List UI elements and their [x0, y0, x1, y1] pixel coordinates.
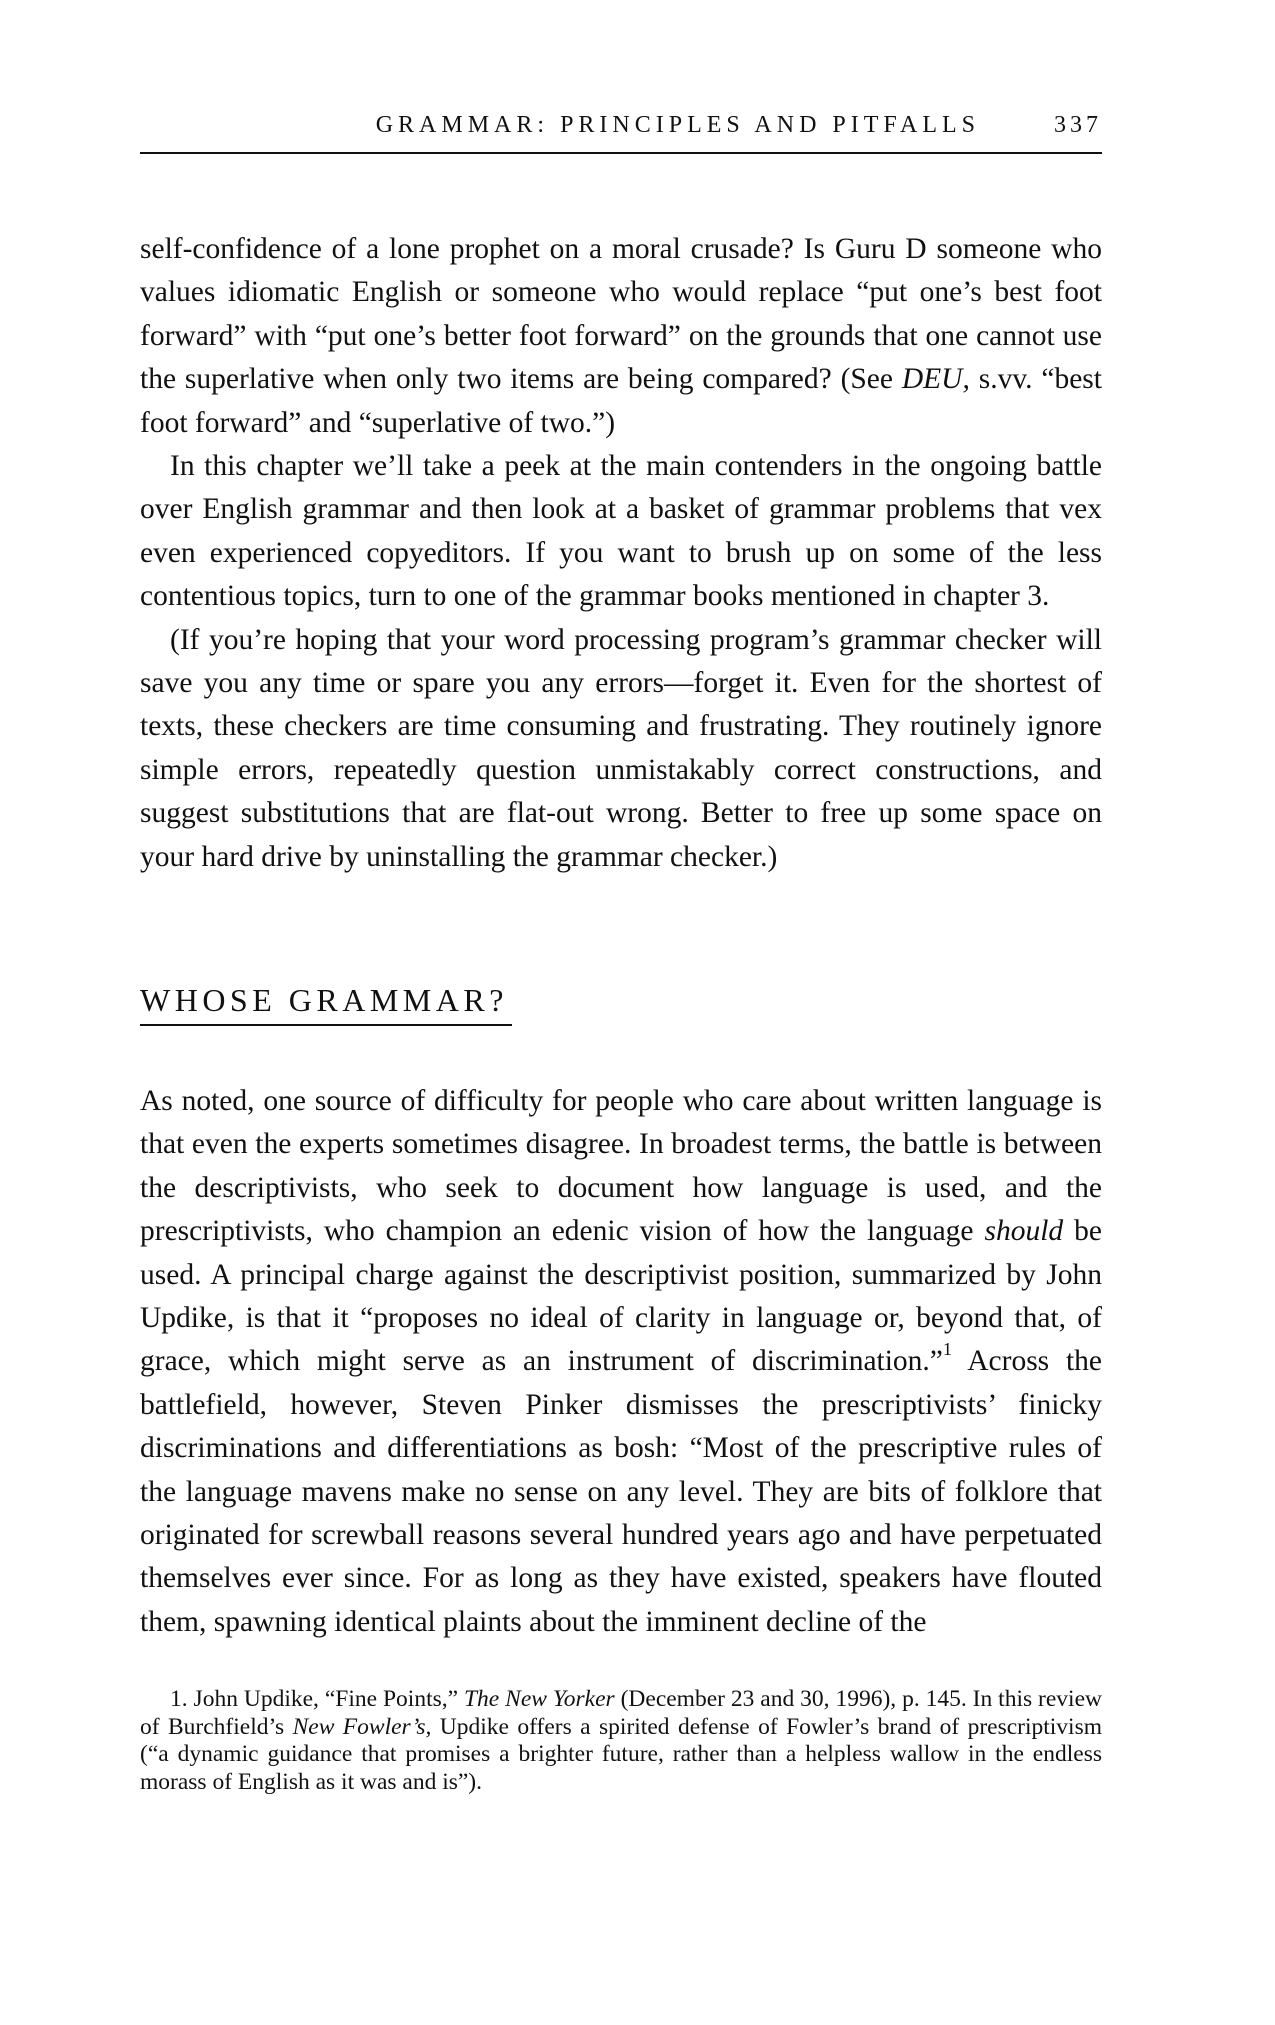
italic-text: The New Yorker	[463, 1686, 615, 1712]
paragraph	[140, 619, 1102, 879]
text-run: (If you’re hoping that your word processing program’s grammar checker will save you any time or spare you any errors—forget it. Even for the shortest of texts, these checkers are time consuming and frustrating. They routinely ignore simple errors, repeatedly question unmistakably correct constructions, and suggest substitutions that are flat-out wrong. Better to free up some space on your hard drive by uninstalling the grammar checker.)	[140, 623, 1102, 873]
italic-text: should	[984, 1215, 1064, 1248]
footnotes	[140, 1686, 1102, 1796]
page-number: 337	[1054, 112, 1102, 138]
text-run: 1. John Updike, “Fine Points,”	[170, 1686, 464, 1712]
body-text-top	[140, 228, 1102, 879]
paragraph	[140, 228, 1102, 445]
text-run: In this chapter we’ll take a peek at the main contenders in the ongoing battle over English grammar and then look at a basket of grammar problems that vex even experienced copyeditors. If you want to brush up on some of the less contentious topics, turn to one of the grammar books mentioned in chapter 3.	[140, 450, 1102, 613]
footnote	[140, 1686, 1102, 1796]
text-run: self-confidence of a lone prophet on a moral crusade? Is Guru D someone who values idiomatic English or someone who would replace “put one’s best foot forward” with “put one’s better foot forward” on the grounds that one cannot use the superlative when only two items are being compared? (See	[140, 233, 1102, 396]
text-run: (December 23 and 30, 1996), p. 145. In this review of Burchfield’s	[140, 1686, 1102, 1740]
italic-text: New Fowler’s,	[292, 1713, 432, 1740]
body-text-bottom	[140, 1080, 1102, 1644]
running-head	[140, 112, 1102, 154]
section-heading: WHOSE GRAMMAR?	[140, 980, 512, 1026]
italic-text: DEU,	[901, 363, 970, 396]
text-run: be used. A principal charge against the descriptivist position, summarized by John Updike, is that it “proposes no ideal of clarity in language or, beyond that, of grace, which might serve as an instrument of discrimination.”	[140, 1215, 1102, 1378]
text-run: Across the battlefield, however, Steven Pinker dismisses the prescriptivists’ finicky discriminations and differentiations as bosh: “Most of the prescriptive rules of the language mavens make no sense on any level. They are bits of folklore that originated for screwball reasons several hundred years ago and have perpetuated themselves ever since. For as long as they have existed, speakers have flouted them, spawning identical plaints about the imminent decline of the	[140, 1345, 1102, 1638]
text-run: As noted, one source of difficulty for people who care about written language is that even the experts sometimes disagree. In broadest terms, the battle is between the descriptivists, who seek to document how language is used, and the prescriptivists, who champion an edenic vision of how the language	[140, 1085, 1102, 1248]
running-title: GRAMMAR: PRINCIPLES AND PITFALLS	[375, 112, 980, 138]
paragraph	[140, 1080, 1102, 1644]
text-run: s.vv. “best foot forward” and “superlative of two.”)	[140, 363, 1102, 439]
footnote-reference: 1	[942, 1339, 953, 1360]
paragraph	[140, 445, 1102, 619]
text-run: Updike offers a spirited defense of Fowler’s brand of prescriptivism (“a dynamic guidance that promises a brighter future, rather than a helpless wallow in the endless morass of English as it was and is”).	[140, 1713, 1103, 1795]
